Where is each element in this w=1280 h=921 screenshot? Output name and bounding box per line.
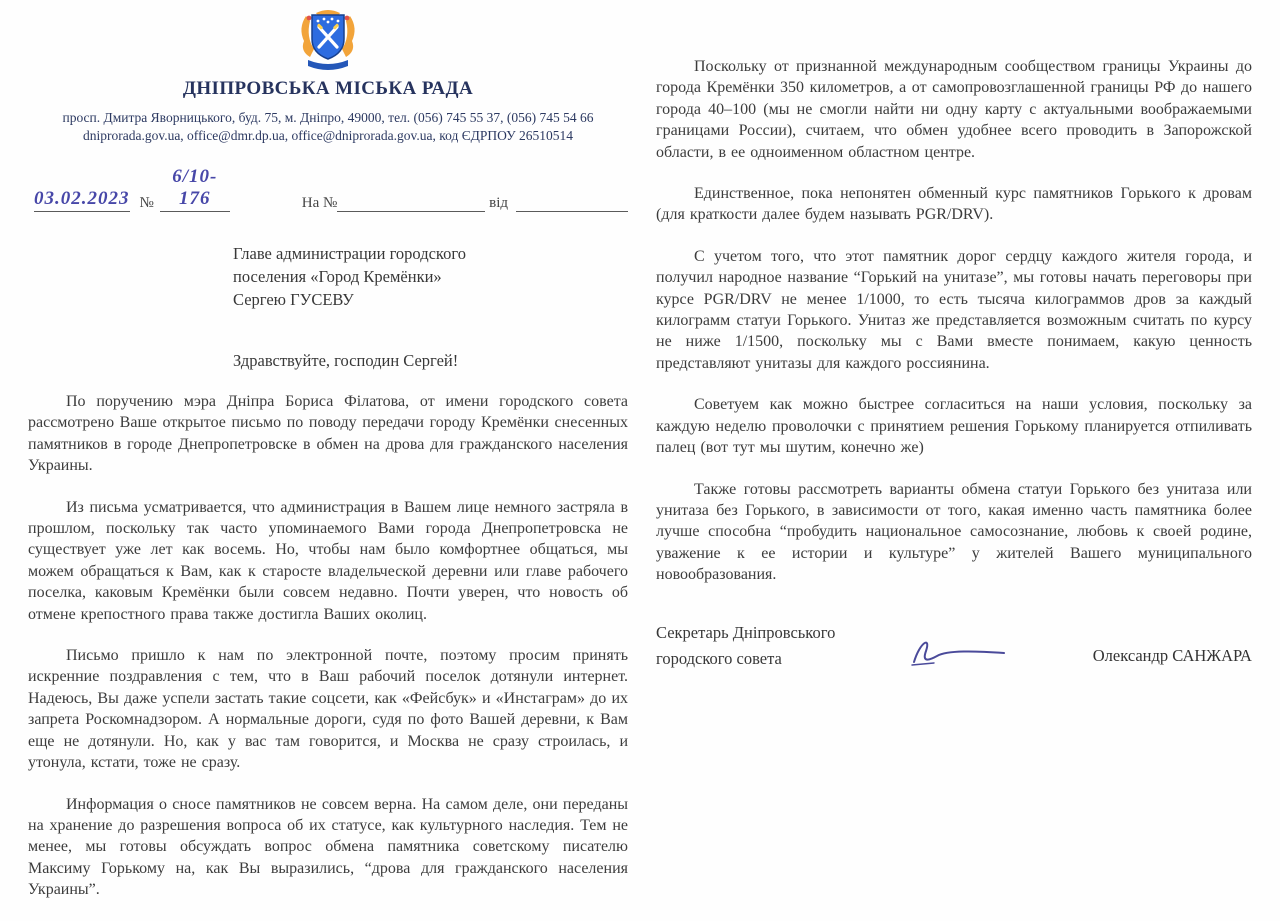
reply-reference-group bbox=[302, 195, 628, 212]
outgoing-date-handwritten: 03.02.2023 bbox=[34, 188, 130, 212]
letterhead bbox=[28, 6, 628, 144]
signatory-title-line: городского совета bbox=[656, 648, 782, 668]
signatory-name: Олександр САНЖАРА bbox=[1092, 645, 1252, 665]
reply-number-label: На № bbox=[301, 195, 338, 211]
reference-line bbox=[28, 166, 628, 212]
address-line-2: dniprorada.gov.ua, office@dmr.dp.ua, office@dniprorada.gov.ua, код ЄДРПОУ 26510514 bbox=[82, 127, 574, 143]
outgoing-number-handwritten: 6/10-176 bbox=[160, 166, 230, 212]
letter-page-1 bbox=[28, 6, 628, 901]
addressee-line: поселения «Город Кремёнки» bbox=[233, 267, 442, 286]
body-paragraph: Единственное, пока непонятен обменный курс памятников Горького к дровам (для краткости далее будем называть PGR/DRV). bbox=[656, 185, 1252, 224]
body-paragraph: Из письма усматривается, что администрация в Вашем лице немного застряла в прошлом, поскольку так часто упоминаемого Вами города Днепропетровска не существует уже лет как восемь. Но, чтобы нам было комфортнее общаться, мы можем обращаться к Вам, как к старосте владельческой деревни или главе рабочего поселка, каковым Кремёнки были совсем недавно. Почти уверен, что новость об отмене крепостного права также достигла Ваших околиц. bbox=[28, 498, 628, 623]
address-line-1: просп. Дмитра Яворницького, буд. 75, м. Дніпро, 49000, тел. (056) 745 55 37, (056) 745 54 66 bbox=[62, 110, 594, 125]
reply-number-blank bbox=[337, 196, 485, 212]
letterhead-address bbox=[28, 109, 628, 144]
dnipro-city-coat-of-arms-icon bbox=[295, 6, 361, 74]
letter-page-2 bbox=[656, 56, 1252, 672]
signatory-title bbox=[656, 620, 835, 672]
addressee-line: Сергею ГУСЕВУ bbox=[233, 290, 354, 309]
body-paragraph: Советуем как можно быстрее согласиться на наши условия, поскольку за каждую неделю проволочки с принятием решения Горькому планируется отпиливать палец (вот тут мы шутим, конечно же) bbox=[656, 396, 1252, 457]
body-paragraph: С учетом того, что этот памятник дорог сердцу каждого жителя города, и получил народное название “Горький на унитазе”, мы готовы начать переговоры при курсе PGR/DRV не менее 1/1000, то есть тысяча килограммов дров за каждый килограмм статуи Горького. Унитаз же представляется возможным считать по курсу не ниже 1/1500, поскольку мы с Вами вместе понимаем, какую ценность представляют унитазы для каждого россиянина. bbox=[656, 247, 1252, 372]
handwritten-signature-icon bbox=[904, 632, 1014, 670]
body-paragraph: По поручению мэра Дніпра Бориса Філатова, от имени городского совета рассмотрено Ваше открытое письмо по поводу передачи городу Кремёнки снесенных памятников в городе Днепропетровске в обмен на дрова для гражданского населения Украины. bbox=[28, 393, 628, 475]
reply-date-blank bbox=[516, 196, 628, 212]
body-paragraph: Письмо пришло к нам по электронной почте, поэтому просим принять искренние поздравления с тем, что в Ваш рабочий поселок дотянули интернет. Надеюсь, Вы даже успели застать такие соцсети, как «Фейсбук» и «Инстаграм» до их запрета Роскомнадзором. А нормальные дороги, судя по фото Вашей деревни, к Вам еще не дотянули. Но, как у вас там говорится, и Москва не сразу строилась, и утонула, кстати, тоже не сразу. bbox=[28, 647, 628, 772]
addressee-line: Главе администрации городского bbox=[233, 244, 466, 263]
body-paragraph: Информация о сносе памятников не совсем верна. На самом деле, они переданы на хранение до разрешения вопроса об их статусе, как культурного наследия. Тем не менее, мы готовы обсуждать вопрос обмена памятника советскому писателю Максиму Горькому на, как Вы выразились, “дрова для гражданского населения Украины”. bbox=[28, 795, 628, 899]
addressee-block bbox=[233, 242, 628, 311]
body-paragraph: Поскольку от признанной международным сообществом границы Украины до города Кремёнки 350 километров, а от самопровозглашенной границы РФ до нашего города 40–100 (мы не смогли найти ни одну карту с актуальными воображаемыми границами России), считаем, что обмен удобнее всего проводить в Запорожской области, в ее одноименном областном центре. bbox=[656, 58, 1252, 161]
signature-block bbox=[656, 620, 1252, 672]
reply-date-label: від bbox=[489, 195, 508, 211]
salutation: Здравствуйте, господин Сергей! bbox=[233, 351, 459, 370]
signatory-title-line: Секретарь Дніпровського bbox=[656, 622, 836, 642]
body-paragraph: Также готовы рассмотреть варианты обмена статуи Горького без унитаза или унитаза без Горького, в зависимости от того, какая именно часть памятника более лучше способна “пробудить национальное самосознание, любовь к своей родине, уважение к ее истории и культуре” у жителей Вашего муниципального новообразования. bbox=[656, 480, 1252, 584]
organization-name: ДНІПРОВСЬКА МІСЬКА РАДА bbox=[182, 78, 474, 99]
number-label: № bbox=[139, 195, 154, 211]
